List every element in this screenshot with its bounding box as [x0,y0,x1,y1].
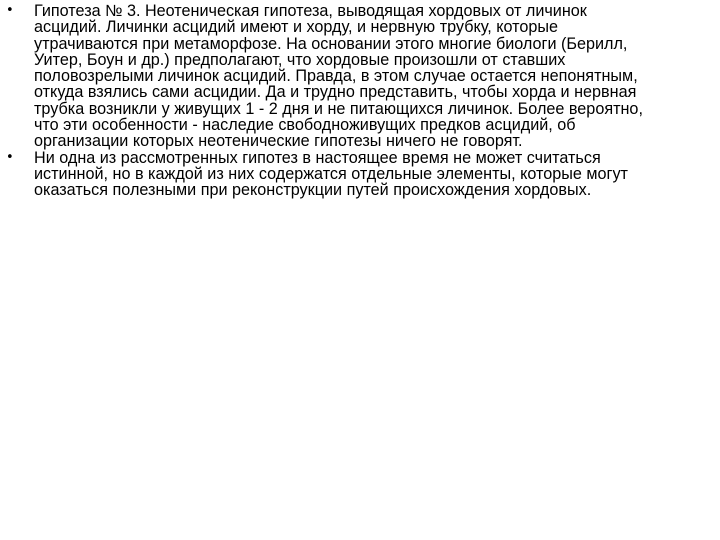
bullet-item-neoteny-hypothesis [6,3,712,150]
paragraph-text: Гипотеза № 3. Неотеническая гипотеза, выводящая хордовых от личинок асцидий. Личинки асцидий имеют и хорду, и нервную трубку, которые утрачиваются при метаморфозе. На основании этого многие биологи (Берилл, Уитер, Боун и др.) предполагают, что хордовые произошли от ставших половозрелыми личинок асцидий. Правда, в этом случае остается непонятным, откуда взялись сами асцидии. Да и трудно представить, чтобы хорда и нервная трубка возникли у живущих 1 - 2 дня и не питающихся личинок. Более вероятно, что эти особенности - наследие свободноживущих предков асцидий, об организации которых неотенические гипотезы ничего не говорят. [34,2,643,151]
bullet-icon: • [6,149,14,165]
paragraph-text: Ни одна из рассмотренных гипотез в настоящее время не может считаться истинной, но в каждой из них содержатся отдельные элементы, которые могут оказаться полезными при реконструкции путей происхождения хордовых. [34,148,628,200]
bullet-item-conclusion [6,150,712,199]
bullet-icon: • [6,3,14,18]
bullet-list [6,3,712,199]
